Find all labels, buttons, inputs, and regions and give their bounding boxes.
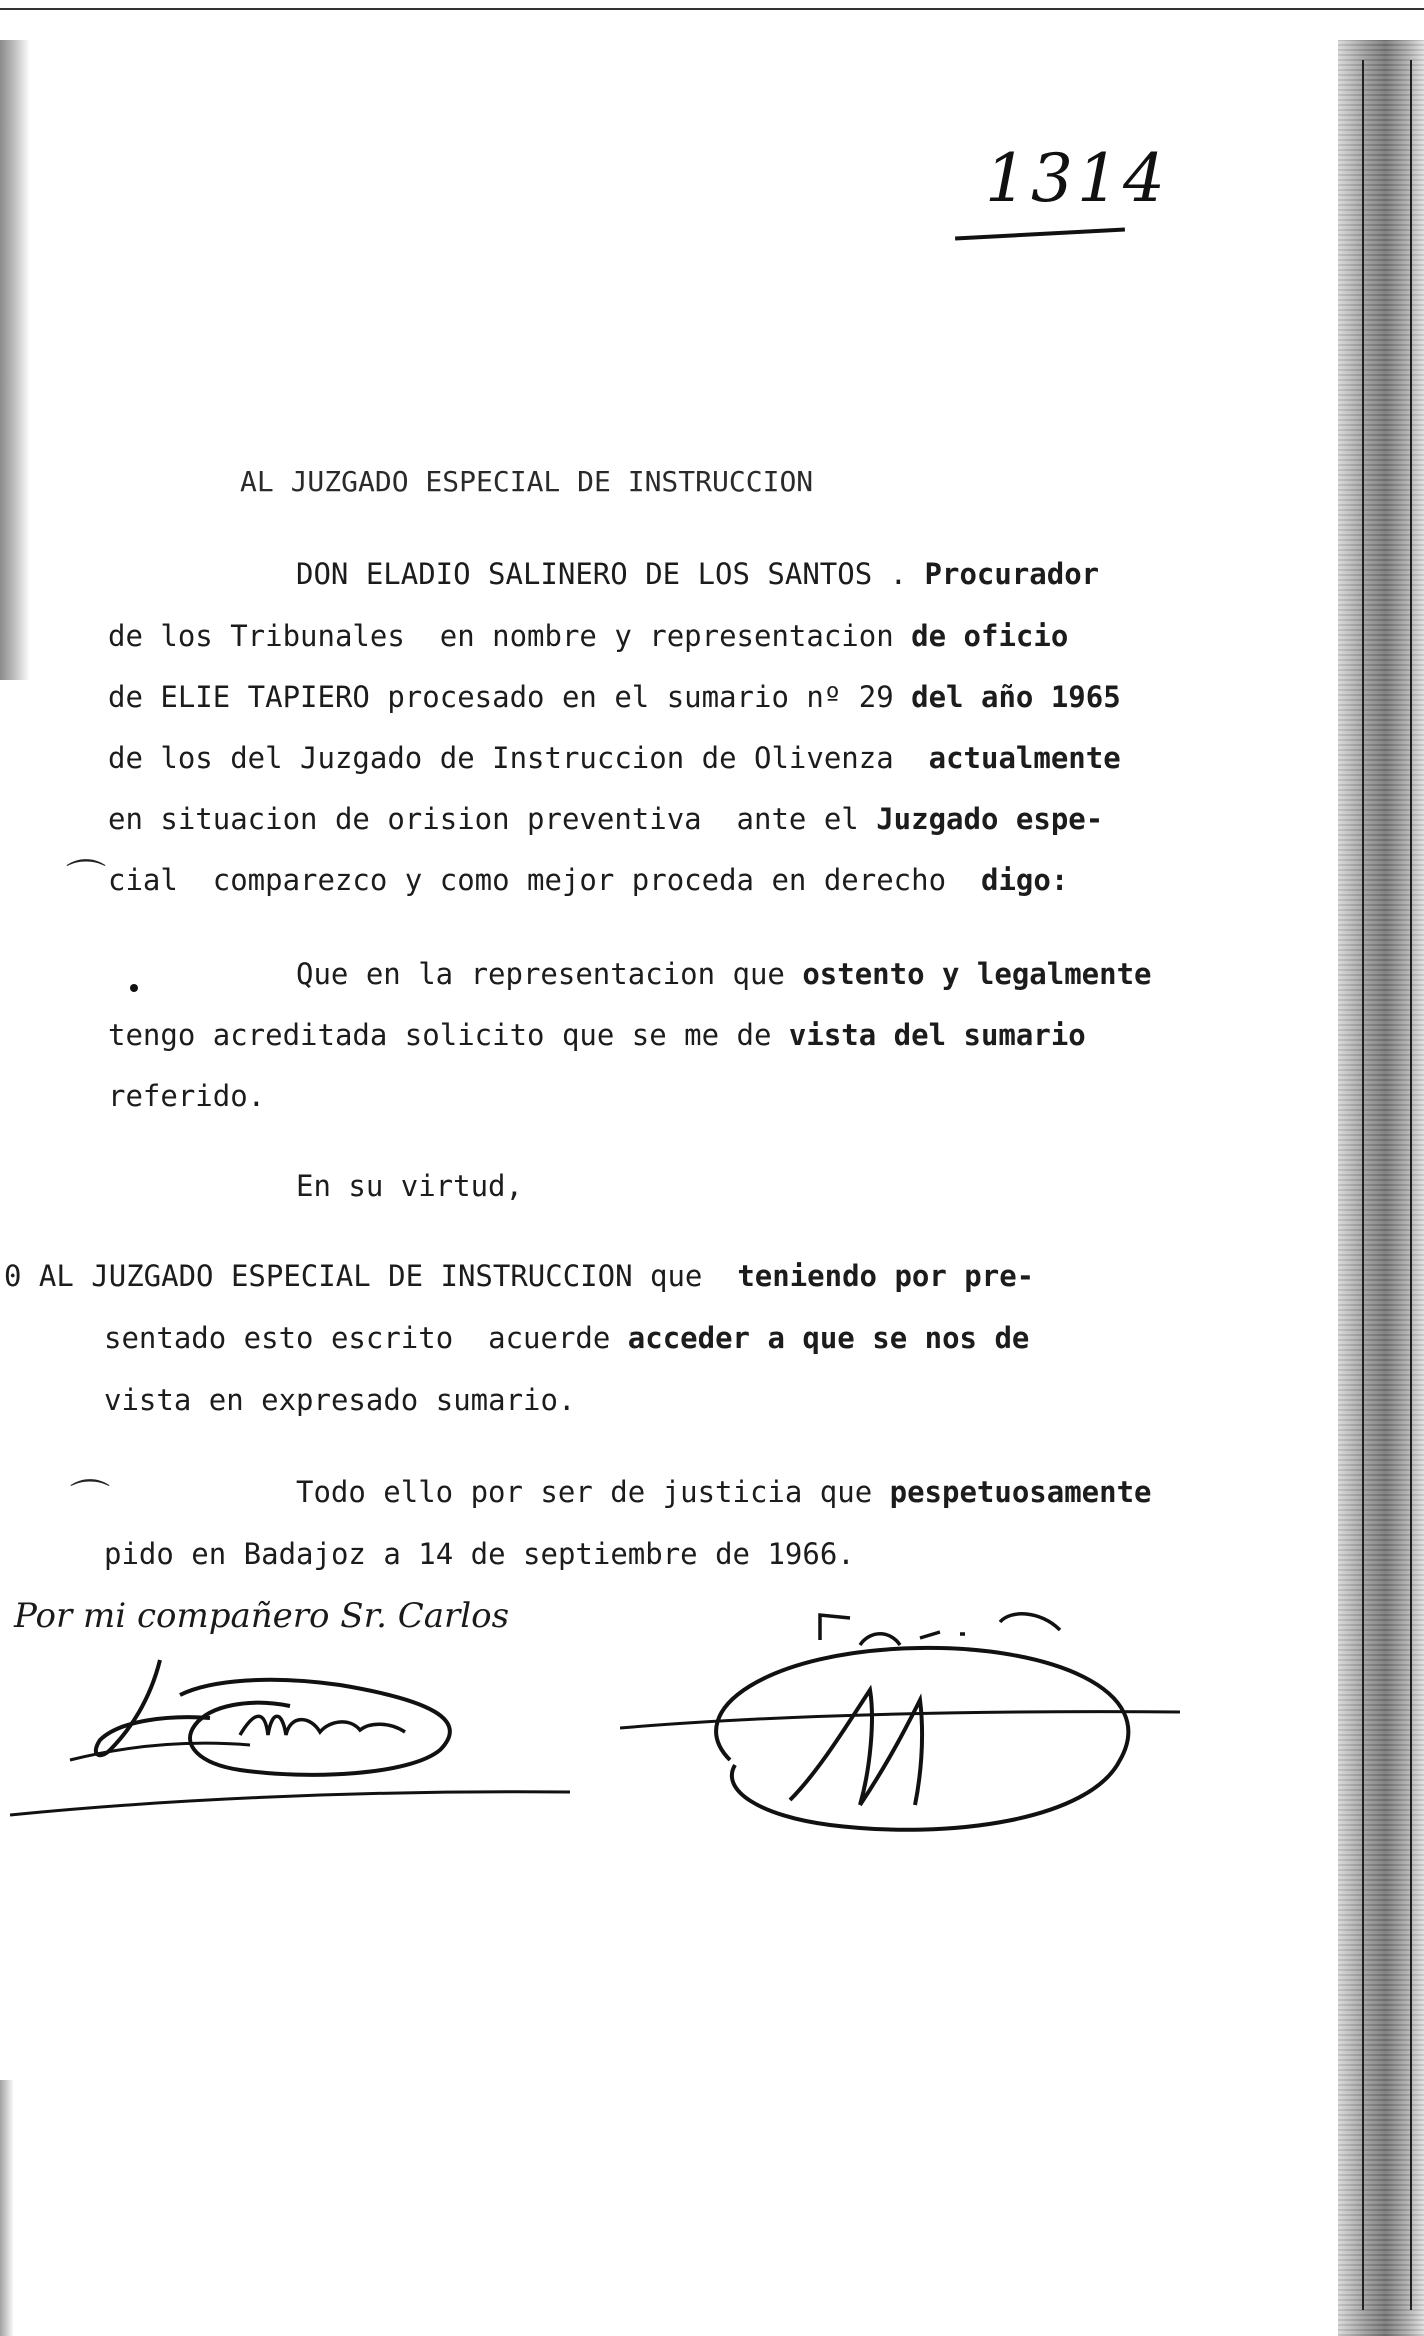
paragraph1-line4: de los del Juzgado de Instruccion de Olivenza actualmente [108, 741, 1121, 775]
handwritten-note: Por mi compañero Sr. Carlos [14, 1596, 510, 1636]
paragraph3-line1: 0 AL JUZGADO ESPECIAL DE INSTRUCCION que teniendo por pre- [4, 1259, 1035, 1293]
paragraph2-line3: referido. [108, 1079, 266, 1113]
paragraph1-line6: cial comparezco y como mejor proceda en derecho digo: [108, 863, 1069, 897]
paragraph1-line3: de ELIE TAPIERO procesado en el sumario nº 29 del año 1965 [108, 680, 1121, 714]
margin-mark-1: ⌒ [66, 857, 106, 903]
paragraph1-line5: en situacion de orision preventiva ante el Juzgado espe- [108, 802, 1104, 836]
right-signature [620, 1600, 1180, 1910]
heading: AL JUZGADO ESPECIAL DE INSTRUCCION [240, 465, 814, 498]
paragraph4-line1: Todo ello por ser de justicia que pespetuosamente [296, 1475, 1152, 1509]
virtue-line: En su virtud, [296, 1169, 523, 1203]
paragraph1-line2: de los Tribunales en nombre y representacion de oficio [108, 619, 1069, 653]
binding-line-2 [1410, 60, 1412, 2310]
paragraph4-line2: pido en Badajoz a 14 de septiembre de 1966. [104, 1537, 855, 1571]
paragraph1-line1: DON ELADIO SALINERO DE LOS SANTOS . Procurador [296, 557, 1100, 591]
binding-line-1 [1362, 60, 1364, 2310]
scan-left-edge-shadow-lower [0, 2080, 14, 2336]
document-number: 1314 [985, 140, 1169, 217]
top-border [0, 8, 1424, 10]
paragraph2-line1: Que en la representacion que ostento y legalmente [296, 957, 1152, 991]
left-signature [10, 1640, 570, 1820]
scan-left-edge-shadow [0, 40, 30, 680]
paragraph3-line2: sentado esto escrito acuerde acceder a que se nos de [104, 1321, 1030, 1355]
document-number-underline [955, 228, 1125, 241]
paragraph3-line3: vista en expresado sumario. [104, 1383, 576, 1417]
margin-dot [130, 984, 138, 992]
paragraph2-line2: tengo acreditada solicito que se me de vista del sumario [108, 1018, 1086, 1052]
margin-mark-2: ⌒ [70, 1477, 110, 1523]
